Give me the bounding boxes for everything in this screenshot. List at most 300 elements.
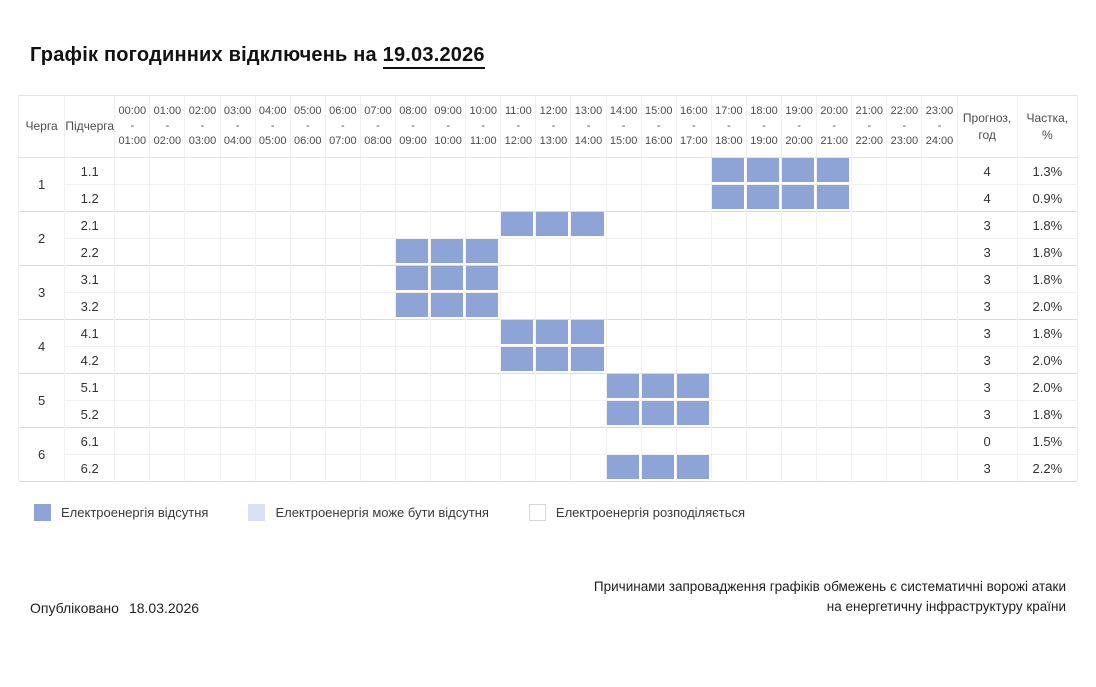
power-on-block <box>291 347 325 373</box>
page-title <box>30 44 1066 67</box>
hour-cell-2.1-05:00 <box>290 212 325 239</box>
column-header-hour-19:00: 19:00 - 20:00 <box>782 96 817 158</box>
outage-block <box>431 293 465 319</box>
power-on-block <box>291 293 325 319</box>
share-cell: 2.0% <box>1017 374 1077 401</box>
power-on-block <box>922 401 956 427</box>
power-on-block <box>221 320 255 346</box>
power-on-block <box>782 266 816 292</box>
hour-cell-1.2-03:00 <box>220 185 255 212</box>
power-on-block <box>291 455 325 481</box>
power-on-block <box>782 455 816 481</box>
power-on-block <box>150 428 184 454</box>
power-on-block <box>642 347 676 373</box>
power-on-block <box>887 320 921 346</box>
column-header-subqueue: Підчерга <box>65 96 115 158</box>
power-on-block <box>466 428 500 454</box>
hour-cell-1.1-05:00 <box>290 158 325 185</box>
hour-cell-1.1-10:00 <box>466 158 501 185</box>
power-on-block <box>501 185 535 211</box>
power-on-swatch-icon <box>529 504 546 521</box>
power-on-block <box>466 347 500 373</box>
power-on-block <box>396 347 430 373</box>
hour-cell-6.2-04:00 <box>255 455 290 482</box>
hour-cell-6.2-18:00 <box>746 455 781 482</box>
outage-block <box>571 212 605 238</box>
hour-cell-1.2-12:00 <box>536 185 571 212</box>
hour-cell-2.2-19:00 <box>782 239 817 266</box>
column-header-hour-04:00: 04:00 - 05:00 <box>255 96 290 158</box>
power-on-block <box>887 212 921 238</box>
hour-cell-6.1-16:00 <box>676 428 711 455</box>
power-on-block <box>501 158 535 184</box>
power-on-block <box>782 347 816 373</box>
outage-block <box>607 374 641 400</box>
column-header-hour-15:00: 15:00 - 16:00 <box>641 96 676 158</box>
hour-cell-2.2-03:00 <box>220 239 255 266</box>
schedule-row-6.1 <box>19 428 1078 455</box>
hour-cell-6.1-09:00 <box>431 428 466 455</box>
power-on-block <box>326 428 360 454</box>
power-on-block <box>185 212 219 238</box>
hour-cell-3.2-02:00 <box>185 293 220 320</box>
column-header-hour-10:00: 10:00 - 11:00 <box>466 96 501 158</box>
outage-block <box>396 266 430 292</box>
hour-cell-2.2-08:00 <box>396 239 431 266</box>
hour-cell-5.2-10:00 <box>466 401 501 428</box>
hour-cell-3.1-01:00 <box>150 266 185 293</box>
forecast-cell: 3 <box>957 266 1017 293</box>
hour-cell-4.1-14:00 <box>606 320 641 347</box>
queue-cell: 2 <box>19 212 65 266</box>
power-on-block <box>571 428 605 454</box>
power-on-block <box>466 455 500 481</box>
hour-cell-4.1-06:00 <box>325 320 360 347</box>
column-header-hour-07:00: 07:00 - 08:00 <box>360 96 395 158</box>
hour-cell-5.1-04:00 <box>255 374 290 401</box>
power-on-block <box>466 320 500 346</box>
hour-cell-1.1-14:00 <box>606 158 641 185</box>
column-header-hour-06:00: 06:00 - 07:00 <box>325 96 360 158</box>
outage-block <box>536 347 570 373</box>
hour-cell-3.2-12:00 <box>536 293 571 320</box>
hour-cell-3.1-05:00 <box>290 266 325 293</box>
hour-cell-6.2-21:00 <box>852 455 887 482</box>
outage-block <box>607 455 641 481</box>
hour-cell-1.2-14:00 <box>606 185 641 212</box>
hour-cell-1.2-06:00 <box>325 185 360 212</box>
power-on-block <box>817 293 851 319</box>
hour-cell-2.1-04:00 <box>255 212 290 239</box>
power-on-block <box>115 455 149 481</box>
hour-cell-4.1-03:00 <box>220 320 255 347</box>
power-on-block <box>677 266 711 292</box>
subqueue-cell: 5.2 <box>65 401 115 428</box>
hour-cell-6.1-01:00 <box>150 428 185 455</box>
hour-cell-6.1-07:00 <box>360 428 395 455</box>
power-on-block <box>782 401 816 427</box>
power-on-block <box>887 455 921 481</box>
hour-cell-3.2-09:00 <box>431 293 466 320</box>
hour-cell-5.2-17:00 <box>711 401 746 428</box>
hour-cell-1.1-19:00 <box>782 158 817 185</box>
reason-line-2: на енергетичну інфраструктуру країни <box>826 599 1066 615</box>
power-on-block <box>396 401 430 427</box>
power-on-block <box>607 347 641 373</box>
power-on-block <box>431 212 465 238</box>
published-label: Опубліковано <box>30 599 119 616</box>
power-on-block <box>291 401 325 427</box>
hour-cell-5.2-07:00 <box>360 401 395 428</box>
power-on-block <box>536 185 570 211</box>
power-on-block <box>607 212 641 238</box>
power-on-block <box>150 239 184 265</box>
hour-cell-2.2-11:00 <box>501 239 536 266</box>
power-on-block <box>221 212 255 238</box>
subqueue-cell: 3.1 <box>65 266 115 293</box>
power-on-block <box>326 293 360 319</box>
power-on-block <box>115 428 149 454</box>
power-on-block <box>221 428 255 454</box>
hour-cell-1.1-23:00 <box>922 158 957 185</box>
hour-cell-5.2-16:00 <box>676 401 711 428</box>
power-on-block <box>361 374 395 400</box>
power-on-block <box>782 293 816 319</box>
hour-cell-2.2-07:00 <box>360 239 395 266</box>
power-on-block <box>571 293 605 319</box>
power-on-block <box>712 374 746 400</box>
hour-cell-5.1-20:00 <box>817 374 852 401</box>
hour-cell-3.1-16:00 <box>676 266 711 293</box>
power-on-block <box>536 428 570 454</box>
forecast-cell: 4 <box>957 185 1017 212</box>
hour-cell-3.1-23:00 <box>922 266 957 293</box>
power-on-block <box>712 320 746 346</box>
power-on-block <box>922 185 956 211</box>
hour-cell-6.2-22:00 <box>887 455 922 482</box>
power-on-block <box>887 266 921 292</box>
reason-note <box>594 577 1066 618</box>
hour-cell-1.2-01:00 <box>150 185 185 212</box>
outage-block <box>747 185 781 211</box>
hour-cell-5.1-09:00 <box>431 374 466 401</box>
power-on-block <box>291 158 325 184</box>
queue-cell: 4 <box>19 320 65 374</box>
hour-cell-4.2-18:00 <box>746 347 781 374</box>
power-on-block <box>291 266 325 292</box>
power-on-block <box>150 266 184 292</box>
hour-cell-3.1-15:00 <box>641 266 676 293</box>
power-on-block <box>361 320 395 346</box>
hour-cell-1.1-20:00 <box>817 158 852 185</box>
power-on-block <box>185 158 219 184</box>
hour-cell-5.1-01:00 <box>150 374 185 401</box>
power-on-block <box>852 401 886 427</box>
subqueue-cell: 6.1 <box>65 428 115 455</box>
column-header-forecast: Прогноз, год <box>957 96 1017 158</box>
hour-cell-2.2-09:00 <box>431 239 466 266</box>
hour-cell-1.1-00:00 <box>115 158 150 185</box>
hour-cell-1.1-18:00 <box>746 158 781 185</box>
hour-cell-3.1-11:00 <box>501 266 536 293</box>
outage-block <box>501 320 535 346</box>
outage-block <box>571 320 605 346</box>
power-on-block <box>256 293 290 319</box>
outage-block <box>396 293 430 319</box>
power-on-block <box>852 347 886 373</box>
hour-cell-4.2-04:00 <box>255 347 290 374</box>
hour-cell-4.2-10:00 <box>466 347 501 374</box>
hour-cell-1.2-09:00 <box>431 185 466 212</box>
hour-cell-5.2-21:00 <box>852 401 887 428</box>
hour-cell-6.1-18:00 <box>746 428 781 455</box>
column-header-hour-14:00: 14:00 - 15:00 <box>606 96 641 158</box>
power-on-block <box>712 455 746 481</box>
hour-cell-6.1-04:00 <box>255 428 290 455</box>
hour-cell-4.2-15:00 <box>641 347 676 374</box>
outage-block <box>677 455 711 481</box>
hour-cell-5.1-16:00 <box>676 374 711 401</box>
hour-cell-2.2-21:00 <box>852 239 887 266</box>
hour-cell-1.2-18:00 <box>746 185 781 212</box>
reason-line-1: Причинами запровадження графіків обмежень є систематичні ворожі атаки <box>593 579 1066 594</box>
power-on-block <box>536 455 570 481</box>
hour-cell-6.2-23:00 <box>922 455 957 482</box>
power-on-block <box>607 428 641 454</box>
possible-outage-swatch-icon <box>248 504 265 521</box>
hour-cell-1.1-03:00 <box>220 158 255 185</box>
power-on-block <box>501 266 535 292</box>
hour-cell-4.1-22:00 <box>887 320 922 347</box>
power-on-block <box>256 320 290 346</box>
hour-cell-2.2-17:00 <box>711 239 746 266</box>
power-on-block <box>150 401 184 427</box>
outage-schedule-table <box>18 95 1078 482</box>
power-on-block <box>852 185 886 211</box>
power-on-block <box>677 320 711 346</box>
hour-cell-1.2-21:00 <box>852 185 887 212</box>
power-on-block <box>185 185 219 211</box>
page-title-text: Графік погодинних відключень на <box>30 44 377 66</box>
column-header-hour-11:00: 11:00 - 12:00 <box>501 96 536 158</box>
hour-cell-5.1-12:00 <box>536 374 571 401</box>
power-on-block <box>607 293 641 319</box>
hour-cell-4.2-02:00 <box>185 347 220 374</box>
hour-cell-6.2-19:00 <box>782 455 817 482</box>
schedule-row-4.1 <box>19 320 1078 347</box>
hour-cell-4.2-06:00 <box>325 347 360 374</box>
queue-cell: 6 <box>19 428 65 482</box>
forecast-cell: 3 <box>957 401 1017 428</box>
power-on-block <box>361 455 395 481</box>
hour-cell-3.2-01:00 <box>150 293 185 320</box>
power-on-block <box>431 347 465 373</box>
hour-cell-6.2-14:00 <box>606 455 641 482</box>
hour-cell-3.2-17:00 <box>711 293 746 320</box>
power-on-block <box>361 239 395 265</box>
power-on-block <box>396 455 430 481</box>
hour-cell-1.2-00:00 <box>115 185 150 212</box>
hour-cell-2.2-06:00 <box>325 239 360 266</box>
hour-cell-4.1-12:00 <box>536 320 571 347</box>
hour-cell-6.2-05:00 <box>290 455 325 482</box>
hour-cell-3.2-21:00 <box>852 293 887 320</box>
power-on-block <box>150 320 184 346</box>
power-on-block <box>115 374 149 400</box>
outage-block <box>607 401 641 427</box>
column-header-hour-02:00: 02:00 - 03:00 <box>185 96 220 158</box>
hour-cell-2.1-23:00 <box>922 212 957 239</box>
legend-item-outage <box>34 504 208 521</box>
hour-cell-5.2-14:00 <box>606 401 641 428</box>
power-on-block <box>607 320 641 346</box>
share-cell: 1.8% <box>1017 401 1077 428</box>
outage-block <box>782 158 816 184</box>
power-on-block <box>782 320 816 346</box>
power-on-block <box>326 347 360 373</box>
hour-cell-4.1-21:00 <box>852 320 887 347</box>
power-on-block <box>817 212 851 238</box>
power-on-block <box>747 293 781 319</box>
power-on-block <box>501 428 535 454</box>
power-on-block <box>291 374 325 400</box>
power-on-block <box>431 455 465 481</box>
legend-label: Електроенергія розподіляється <box>555 505 746 520</box>
power-on-block <box>115 239 149 265</box>
legend-label: Електроенергія відсутня <box>61 505 209 520</box>
power-on-block <box>466 401 500 427</box>
power-on-block <box>922 374 956 400</box>
hour-cell-6.2-11:00 <box>501 455 536 482</box>
subqueue-cell: 1.2 <box>65 185 115 212</box>
power-on-block <box>326 158 360 184</box>
power-on-block <box>221 266 255 292</box>
schedule-row-1.2 <box>19 185 1078 212</box>
power-on-block <box>221 401 255 427</box>
hour-cell-6.1-14:00 <box>606 428 641 455</box>
hour-cell-2.1-11:00 <box>501 212 536 239</box>
power-on-block <box>150 374 184 400</box>
hour-cell-4.2-09:00 <box>431 347 466 374</box>
power-on-block <box>817 239 851 265</box>
forecast-cell: 0 <box>957 428 1017 455</box>
hour-cell-2.1-17:00 <box>711 212 746 239</box>
hour-cell-5.1-18:00 <box>746 374 781 401</box>
hour-cell-3.1-04:00 <box>255 266 290 293</box>
hour-cell-4.2-20:00 <box>817 347 852 374</box>
power-on-block <box>887 293 921 319</box>
power-on-block <box>712 239 746 265</box>
hour-cell-2.1-07:00 <box>360 212 395 239</box>
hour-cell-5.1-03:00 <box>220 374 255 401</box>
hour-cell-5.2-13:00 <box>571 401 606 428</box>
column-header-hour-01:00: 01:00 - 02:00 <box>150 96 185 158</box>
hour-cell-4.1-07:00 <box>360 320 395 347</box>
outage-block <box>396 239 430 265</box>
hour-cell-4.2-17:00 <box>711 347 746 374</box>
power-on-block <box>607 158 641 184</box>
power-on-block <box>326 320 360 346</box>
power-on-block <box>922 239 956 265</box>
power-on-block <box>642 158 676 184</box>
hour-cell-3.2-13:00 <box>571 293 606 320</box>
hour-cell-5.1-22:00 <box>887 374 922 401</box>
column-header-hour-03:00: 03:00 - 04:00 <box>220 96 255 158</box>
hour-cell-3.1-21:00 <box>852 266 887 293</box>
outage-block <box>431 239 465 265</box>
schedule-row-6.2 <box>19 455 1078 482</box>
power-on-block <box>431 374 465 400</box>
power-on-block <box>115 347 149 373</box>
power-on-block <box>326 212 360 238</box>
power-on-block <box>922 455 956 481</box>
hour-cell-3.1-12:00 <box>536 266 571 293</box>
hour-cell-2.2-12:00 <box>536 239 571 266</box>
power-on-block <box>677 158 711 184</box>
hour-cell-4.1-08:00 <box>396 320 431 347</box>
power-on-block <box>396 212 430 238</box>
hour-cell-4.1-17:00 <box>711 320 746 347</box>
hour-cell-2.2-18:00 <box>746 239 781 266</box>
power-on-block <box>361 428 395 454</box>
hour-cell-2.2-20:00 <box>817 239 852 266</box>
hour-cell-3.1-18:00 <box>746 266 781 293</box>
power-on-block <box>852 374 886 400</box>
power-on-block <box>291 428 325 454</box>
column-header-hour-08:00: 08:00 - 09:00 <box>396 96 431 158</box>
power-on-block <box>361 185 395 211</box>
power-on-block <box>361 212 395 238</box>
hour-cell-6.1-12:00 <box>536 428 571 455</box>
power-on-block <box>571 239 605 265</box>
power-on-block <box>221 374 255 400</box>
hour-cell-4.1-04:00 <box>255 320 290 347</box>
hour-cell-2.1-16:00 <box>676 212 711 239</box>
power-on-block <box>887 239 921 265</box>
hour-cell-2.2-14:00 <box>606 239 641 266</box>
power-on-block <box>326 239 360 265</box>
power-on-block <box>431 158 465 184</box>
column-header-hour-17:00: 17:00 - 18:00 <box>711 96 746 158</box>
power-on-block <box>536 266 570 292</box>
hour-cell-5.2-20:00 <box>817 401 852 428</box>
hour-cell-3.2-04:00 <box>255 293 290 320</box>
hour-cell-1.2-20:00 <box>817 185 852 212</box>
hour-cell-3.1-00:00 <box>115 266 150 293</box>
power-on-block <box>852 455 886 481</box>
power-on-block <box>115 401 149 427</box>
power-on-block <box>536 374 570 400</box>
power-on-block <box>115 212 149 238</box>
hour-cell-1.1-09:00 <box>431 158 466 185</box>
column-header-hour-09:00: 09:00 - 10:00 <box>431 96 466 158</box>
column-header-share: Частка, % <box>1017 96 1077 158</box>
power-on-block <box>150 293 184 319</box>
power-on-block <box>501 293 535 319</box>
hour-cell-4.1-00:00 <box>115 320 150 347</box>
hour-cell-3.2-23:00 <box>922 293 957 320</box>
hour-cell-3.2-00:00 <box>115 293 150 320</box>
hour-cell-3.1-14:00 <box>606 266 641 293</box>
hour-cell-5.2-09:00 <box>431 401 466 428</box>
hour-cell-1.1-11:00 <box>501 158 536 185</box>
power-on-block <box>256 158 290 184</box>
power-on-block <box>782 374 816 400</box>
hour-cell-6.1-10:00 <box>466 428 501 455</box>
power-on-block <box>887 347 921 373</box>
hour-cell-5.1-07:00 <box>360 374 395 401</box>
hour-cell-3.1-06:00 <box>325 266 360 293</box>
